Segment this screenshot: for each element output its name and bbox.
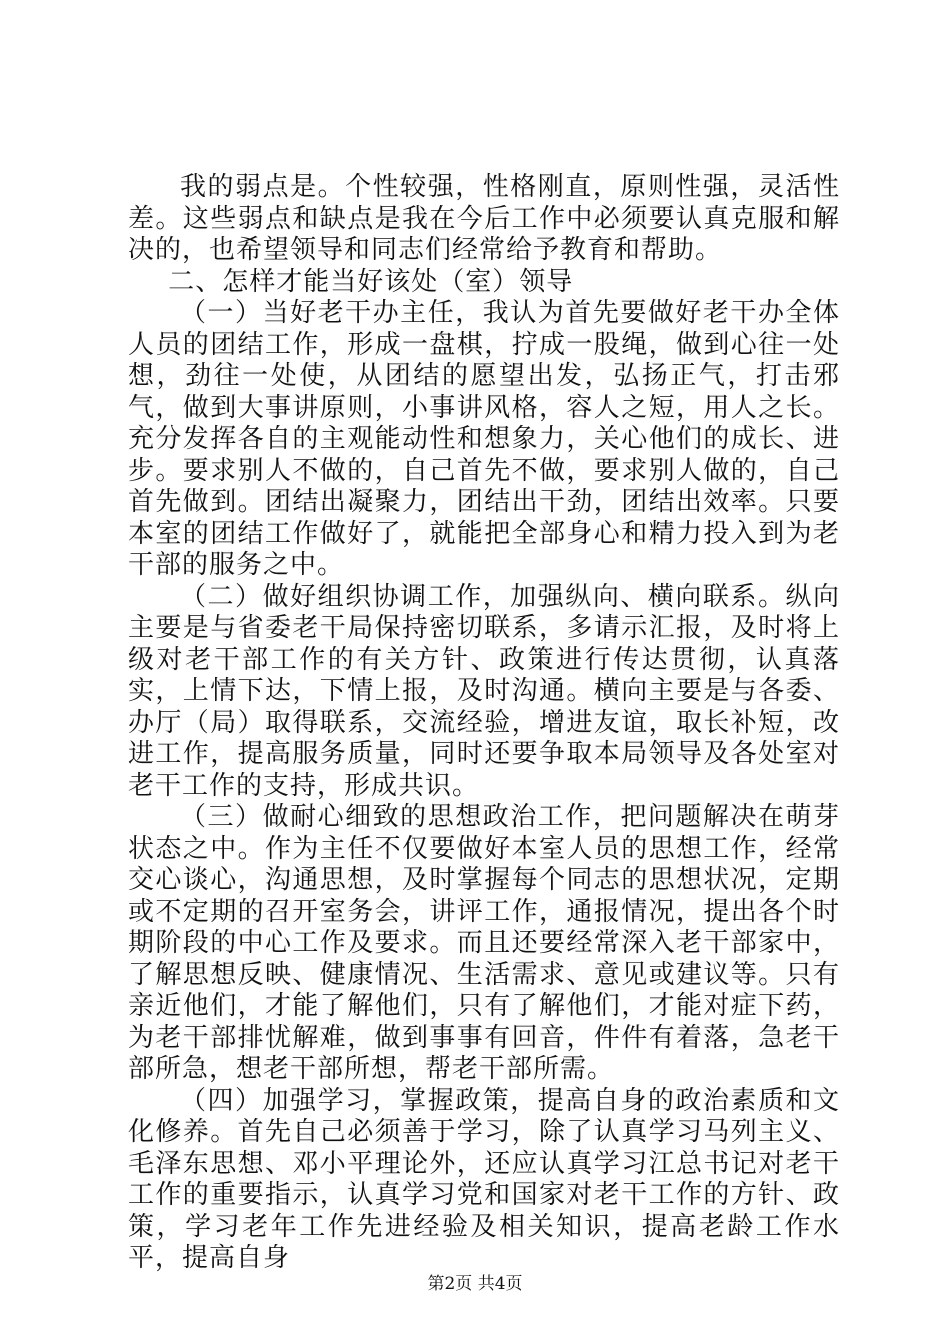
section-heading: 二、怎样才能当好该处（室）领导 xyxy=(168,266,574,297)
document-body xyxy=(128,172,840,1275)
paragraph-item-1: （一）当好老干办主任，我认为首先要做好老干办全体人员的团结工作，形成一盘棋，拧成一股绳，做到心往一处想，劲往一处使，从团结的愿望出发，弘扬正气，打击邪气，做到大事讲原则，小事讲风格，容人之短，用人之长。充分发挥各自的主观能动性和想象力，关心他们的成长、进步。要求别人不做的，自己首先不做，要求别人做的，自己首先做到。团结出凝聚力，团结出干劲，团结出效率。只要本室的团结工作做好了，就能把全部身心和精力投入到为老干部的服务之中。 xyxy=(128,298,840,580)
paragraph-item-3: （三）做耐心细致的思想政治工作，把问题解决在萌芽状态之中。作为主任不仅要做好本室人员的思想工作，经常交心谈心，沟通思想，及时掌握每个同志的思想状况，定期或不定期的召开室务会，讲评工作，通报情况，提出各个时期阶段的中心工作及要求。而且还要经常深入老干部家中，了解思想反映、健康情况、生活需求、意见或建议等。只有亲近他们，才能了解他们，只有了解他们，才能对症下药，为老干部排忧解难，做到事事有回音，件件有着落，急老干部所急，想老干部所想，帮老干部所需。 xyxy=(128,802,840,1084)
page-footer: 第2页 共4页 xyxy=(427,1274,523,1294)
paragraph-item-4: （四）加强学习，掌握政策，提高自身的政治素质和文化修养。首先自己必须善于学习，除了认真学习马列主义、毛泽东思想、邓小平理论外，还应认真学习江总书记对老干工作的重要指示，认真学习党和国家对老干工作的方针、政策，学习老年工作先进经验及相关知识，提高老龄工作水平，提高自身 xyxy=(128,1085,840,1273)
paragraph-weaknesses: 我的弱点是。个性较强，性格刚直，原则性强，灵活性差。这些弱点和缺点是我在今后工作中必须要认真克服和解决的，也希望领导和同志们经常给予教育和帮助。 xyxy=(128,172,840,265)
paragraph-item-2: （二）做好组织协调工作，加强纵向、横向联系。纵向主要是与省委老干局保持密切联系，多请示汇报，及时将上级对老干部工作的有关方针、政策进行传达贯彻，认真落实，上情下达，下情上报，及时沟通。横向主要是与各委、办厅（局）取得联系，交流经验，增进友谊，取长补短，改进工作，提高服务质量，同时还要争取本局领导及各处室对老干工作的支持，形成共识。 xyxy=(128,581,840,801)
